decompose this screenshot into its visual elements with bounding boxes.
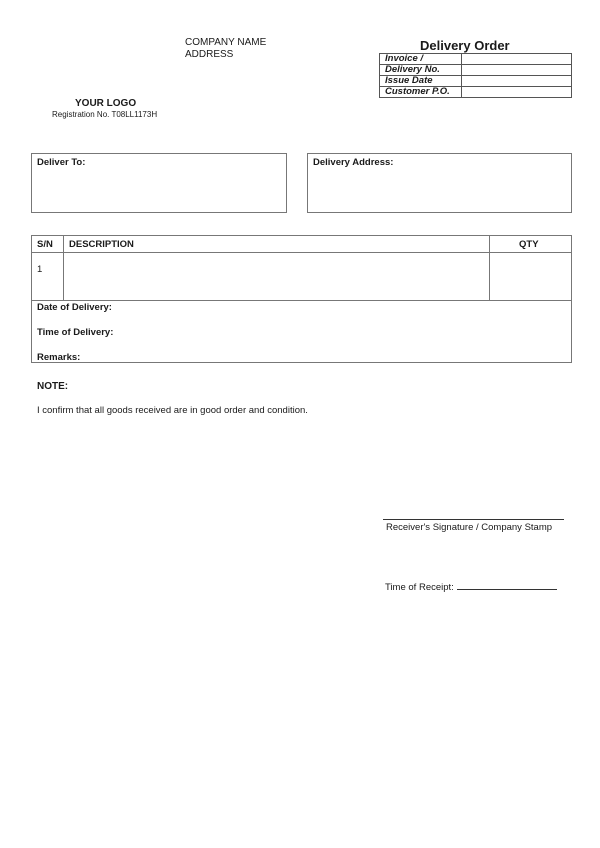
company-address: ADDRESS	[185, 49, 234, 60]
confirmation-text: I confirm that all goods received are in good order and condition.	[37, 405, 308, 416]
meta-row	[380, 54, 572, 65]
items-table	[31, 235, 572, 363]
column-divider	[489, 236, 490, 300]
header-description: DESCRIPTION	[69, 239, 134, 250]
meta-label: Delivery No.	[380, 65, 462, 76]
meta-row	[380, 65, 572, 76]
meta-label: Customer P.O.	[380, 87, 462, 98]
meta-row	[380, 76, 572, 87]
signature-label: Receiver's Signature / Company Stamp	[386, 522, 553, 533]
logo-placeholder: YOUR LOGO	[75, 98, 137, 109]
delivery-address-label: Delivery Address:	[313, 157, 394, 168]
company-name: COMPANY NAME	[185, 37, 267, 48]
meta-row	[380, 87, 572, 98]
items-bottom-divider	[32, 300, 571, 301]
header-qty: QTY	[519, 239, 539, 250]
registration-number: Registration No. T08LL1173H	[52, 110, 158, 119]
order-meta-table	[379, 53, 572, 98]
document-title: Delivery Order	[420, 38, 510, 53]
column-divider	[63, 236, 64, 300]
meta-value[interactable]	[462, 65, 572, 76]
time-of-receipt-line[interactable]	[457, 580, 557, 590]
row-sn: 1	[37, 264, 43, 275]
company-info	[185, 37, 266, 61]
remarks-label: Remarks:	[37, 352, 81, 363]
signature-line[interactable]	[383, 519, 564, 520]
delivery-address-box[interactable]	[307, 153, 572, 213]
deliver-to-label: Deliver To:	[37, 157, 86, 168]
time-of-delivery-label: Time of Delivery:	[37, 327, 114, 338]
meta-value[interactable]	[462, 54, 572, 65]
time-of-receipt	[385, 580, 557, 593]
date-of-delivery-label: Date of Delivery:	[37, 302, 112, 313]
meta-value[interactable]	[462, 76, 572, 87]
note-label: NOTE:	[37, 381, 69, 392]
meta-value[interactable]	[462, 87, 572, 98]
header-sn: S/N	[37, 239, 53, 250]
meta-label: Invoice /	[380, 54, 462, 65]
time-of-receipt-label: Time of Receipt:	[385, 582, 454, 593]
meta-label: Issue Date	[380, 76, 462, 87]
deliver-to-box[interactable]	[31, 153, 287, 213]
